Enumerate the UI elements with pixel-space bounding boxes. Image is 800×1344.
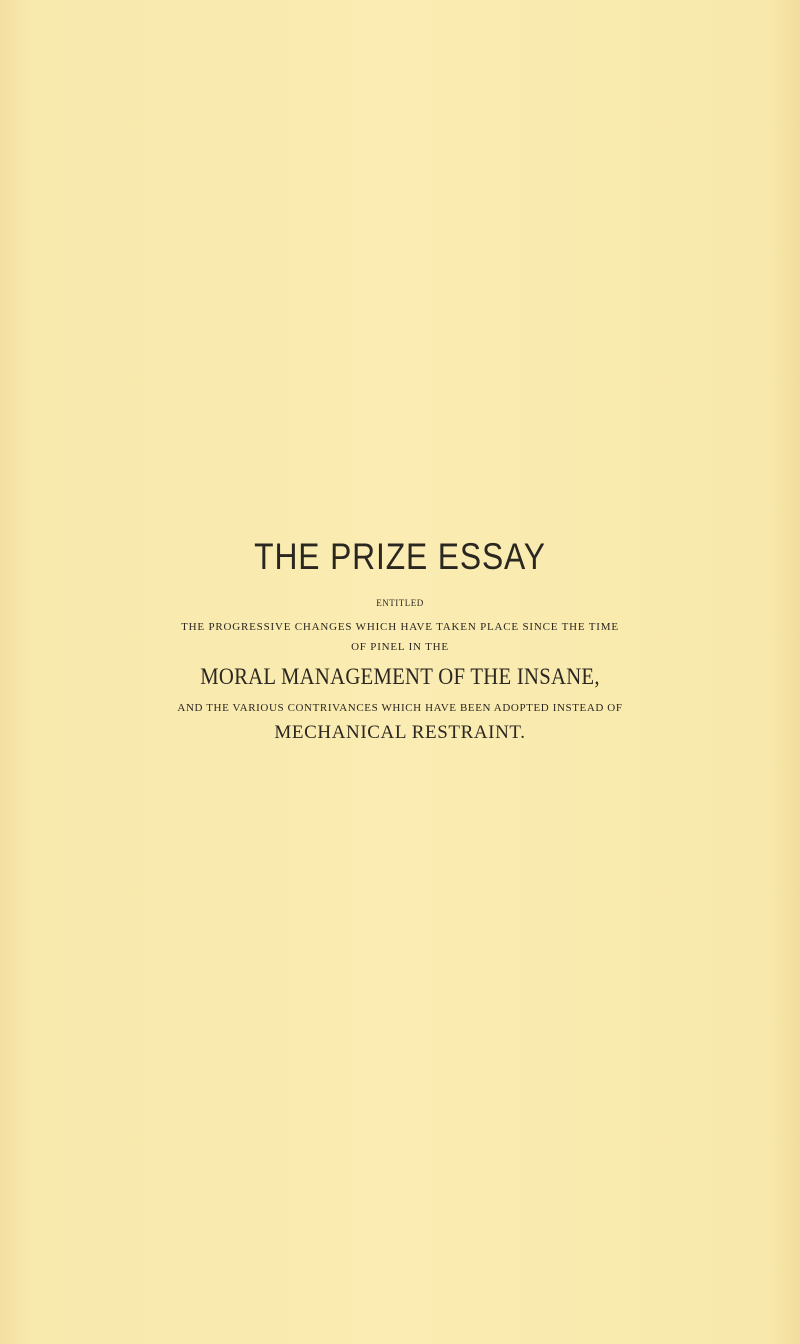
page-title: THE PRIZE ESSAY	[254, 536, 546, 577]
subtitle-line-2: OF PINEL IN THE	[351, 641, 449, 653]
final-subject-heading: MECHANICAL RESTRAINT.	[274, 722, 526, 743]
subtitle-line-1: THE PROGRESSIVE CHANGES WHICH HAVE TAKEN PLACE SINCE THE TIME	[181, 621, 619, 633]
subtitle-line-3: AND THE VARIOUS CONTRIVANCES WHICH HAVE BEEN ADOPTED INSTEAD OF	[177, 702, 623, 714]
entitled-label: ENTITLED	[376, 598, 424, 608]
main-subject-heading: MORAL MANAGEMENT OF THE INSANE,	[200, 664, 600, 689]
